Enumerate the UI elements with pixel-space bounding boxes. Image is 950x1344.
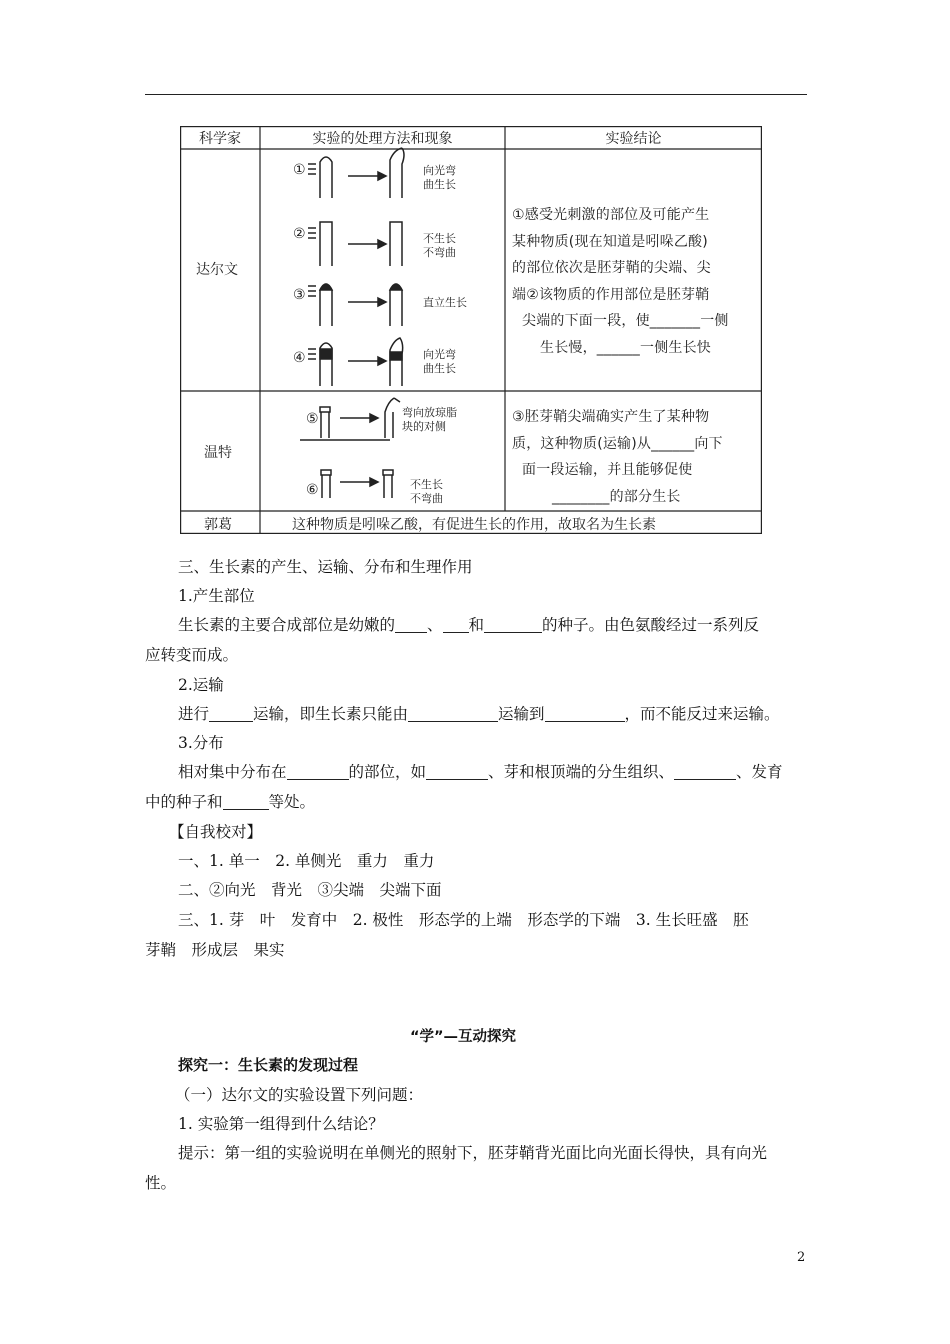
header-method: 实验的处理方法和现象 [312,131,453,147]
exp1-diagram [308,148,404,198]
s3-line2: 中的种子和 等处。 [145,793,316,811]
darwin-diagrams [308,148,404,386]
s2-line1: 进行 运输，即生长素只能由 运输到 ，而不能反过来运输。 [178,705,780,723]
section3-title: 三、生长素的产生、运输、分布和生理作用 [178,558,473,576]
learn-title: “学”—互动探究 [410,1029,517,1045]
s1-line1: 生长素的主要合成部位是幼嫩的 、 和 的种子。由色氨酸经过一系列反 [178,616,760,634]
exp3-diagram [308,284,402,326]
exp-result: 向光弯 曲生长 [423,164,456,191]
exp-num: ⑤ [306,411,319,427]
exp-result: 不生长 不弯曲 [423,232,456,259]
exp-num: ② [293,226,306,242]
scientist-darwin: 达尔文 [196,262,238,278]
question-intro: （一）达尔文的实验设置下列问题： [175,1086,424,1104]
answer-2: 二、②向光 背光 ③尖端 尖端下面 [178,881,442,899]
answer-3b: 芽鞘 形成层 果实 [145,941,285,959]
s2-title: 2.运输 [178,676,224,694]
exp4-diagram [308,338,403,386]
exp2-diagram [308,222,402,266]
answer-3a: 三、1. 芽 叶 发育中 2. 极性 形态学的上端 形态学的下端 3. 生长旺盛 胚 [178,911,749,929]
self-check-title: 【自我校对】 [169,823,263,841]
s1-title: 1.产生部位 [178,587,255,605]
s1-line2: 应转变而成。 [145,646,239,664]
page-number: 2 [797,1250,806,1265]
exp-result: 弯向放琼脂 块的对侧 [402,406,457,433]
exp-result: 向光弯 曲生长 [423,348,456,375]
answer-1: 一、1. 单一 2. 单侧光 重力 重力 [178,852,435,870]
hint-line1: 提示：第一组的实验说明在单侧光的照射下，胚芽鞘背光面比向光面长得快，具有向光 [178,1144,768,1162]
scientist-kogl: 郭葛 [204,517,232,533]
exp-num: ④ [293,350,306,366]
exp-num: ③ [293,287,306,303]
scientist-went: 温特 [204,445,232,461]
darwin-conclusion: ①感受光刺激的部位及可能产生 某种物质(现在知道是吲哚乙酸) 的部位依次是胚芽鞘的尖端、尖 端②该物质的作用部位是胚芽鞘 尖端的下面一段，使_______一侧 生长慢，______一侧生长快 [512,207,729,356]
hint-line2: 性。 [145,1174,177,1192]
s3-line1: 相对集中分布在 的部位，如 、芽和根顶端的分生组织、 、发育 [178,763,783,781]
exp-result: 直立生长 [423,296,467,309]
exp-num: ⑥ [306,482,319,498]
s3-title: 3.分布 [178,734,224,752]
header-rule [145,94,807,95]
exp-result: 不生长 不弯曲 [410,478,443,505]
exp-num: ① [293,162,306,178]
kogl-merged-text: 这种物质是吲哚乙酸，有促进生长的作用，故取名为生长素 [292,517,656,533]
header-conclusion: 实验结论 [605,131,662,147]
went-conclusion: ③胚芽鞘尖端确实产生了某种物 质，这种物质(运输)从______向下 面一段运输，并且能够促使 ________的部分生长 [512,409,723,505]
header-scientist: 科学家 [199,131,241,147]
question-1: 1. 实验第一组得到什么结论？ [178,1115,384,1133]
experiment-table [180,126,762,534]
exp6-diagram [321,470,393,498]
explore-1-title: 探究一：生长素的发现过程 [178,1056,359,1074]
